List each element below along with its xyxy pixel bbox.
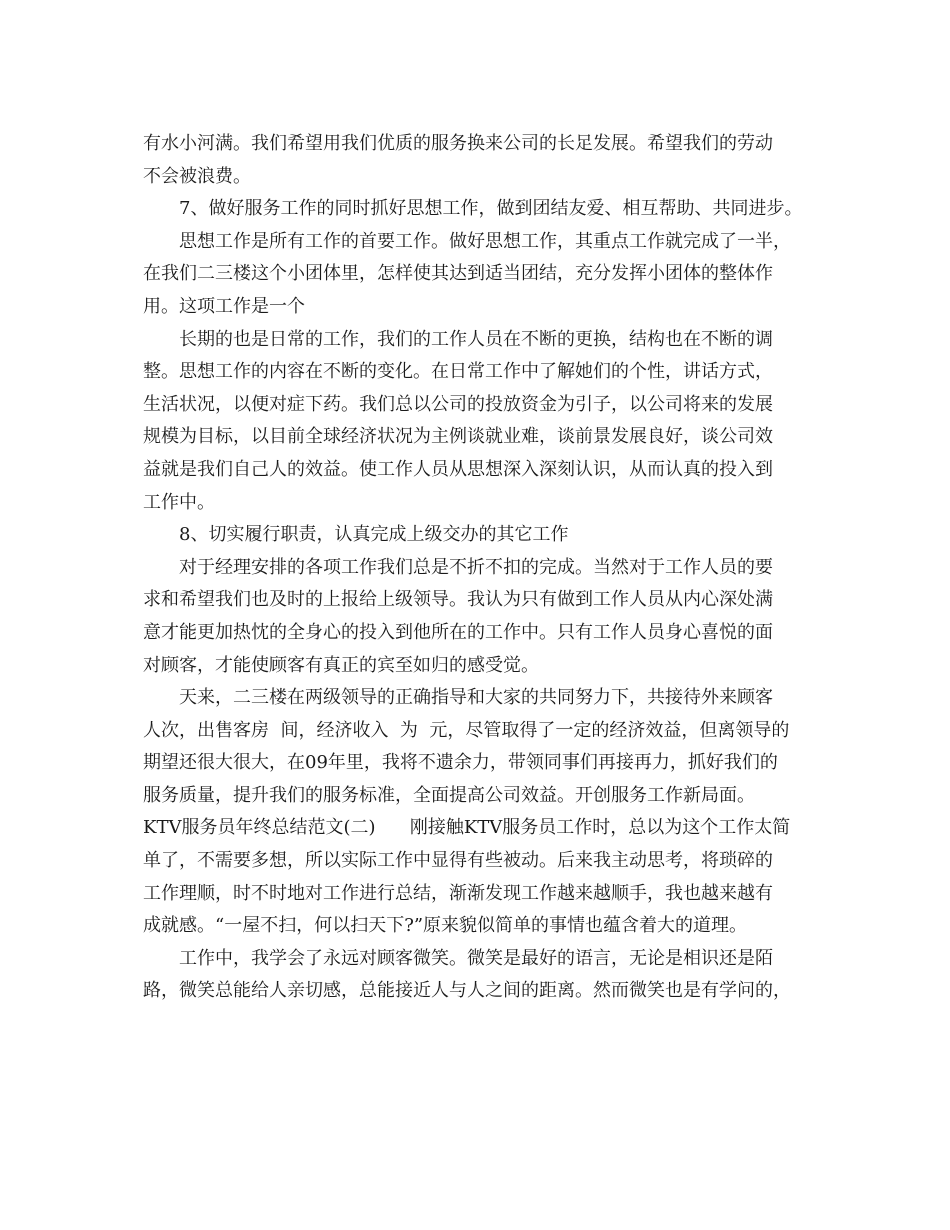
text-line: 在我们二三楼这个小团体里，怎样使其达到适当团结，充分发挥小团体的整体作	[143, 263, 773, 285]
text-line: 意才能更加热忱的全身心的投入到他所在的工作中。只有工作人员身心喜悦的面	[143, 621, 773, 643]
text-line: KTV服务员年终总结范文(二) 刚接触KTV服务员工作时，总以为这个工作太简	[143, 817, 791, 839]
text-line: 有水小河满。我们希望用我们优质的服务换来公司的长足发展。希望我们的劳动	[143, 133, 773, 154]
text-line: 单了，不需要多想，所以实际工作中显得有些被动。后来我主动思考，将琐碎的	[143, 850, 773, 872]
text-line: 工作理顺，时不时地对工作进行总结，渐渐发现工作越来越顺手，我也越来越有	[143, 882, 773, 904]
text-line: 8、切实履行职责，认真完成上级交办的其它工作	[179, 524, 569, 546]
text-line: 路，微笑总能给人亲切感，总能接近人与人之间的距离。然而微笑也是有学问的，	[143, 980, 791, 1002]
text-line: 规模为目标，以目前全球经济状况为主例谈就业难，谈前景发展良好，谈公司效	[143, 426, 773, 448]
text-line: 期望还很大很大，在09年里，我将不遗余力，带领同事们再接再力，抓好我们的	[143, 752, 778, 774]
text-line: 求和希望我们也及时的上报给上级领导。我认为只有做到工作人员从内心深处满	[143, 589, 773, 611]
document-body	[143, 128, 823, 1008]
text-line: 7、做好服务工作的同时抓好思想工作，做到团结友爱、相互帮助、共同进步。	[179, 198, 803, 220]
text-line: 工作中，我学会了永远对顾客微笑。微笑是最好的语言，无论是相识还是陌	[179, 947, 773, 969]
text-line: 人次，出售客房 间，经济收入 为 元，尽管取得了一定的经济效益，但离领导的	[143, 719, 790, 741]
text-line: 益就是我们自己人的效益。使工作人员从思想深入深刻认识，从而认真的投入到	[143, 458, 773, 480]
text-line: 长期的也是日常的工作，我们的工作人员在不断的更换，结构也在不断的调	[179, 328, 773, 350]
text-line: 生活状况，以便对症下药。我们总以公司的投放资金为引子，以公司将来的发展	[143, 393, 773, 415]
text-line: 对于经理安排的各项工作我们总是不折不扣的完成。当然对于工作人员的要	[179, 556, 773, 578]
text-line: 天来，二三楼在两级领导的正确指导和大家的共同努力下，共接待外来顾客	[179, 687, 773, 709]
text-line: 对顾客，才能使顾客有真正的宾至如归的感受觉。	[143, 654, 539, 676]
text-line: 工作中。	[143, 491, 215, 513]
text-line: 用。这项工作是一个	[143, 295, 305, 317]
text-line: 成就感。“一屋不扫，何以扫天下?”原来貌似简单的事情也蕴含着大的道理。	[143, 915, 748, 937]
text-line: 服务质量，提升我们的服务标准，全面提高公司效益。开创服务工作新局面。	[143, 784, 755, 806]
text-line: 思想工作是所有工作的首要工作。做好思想工作，其重点工作就完成了一半，	[179, 230, 791, 252]
text-line: 整。思想工作的内容在不断的变化。在日常工作中了解她们的个性，讲话方式，	[143, 361, 773, 383]
text-line: 不会被浪费。	[143, 165, 251, 187]
